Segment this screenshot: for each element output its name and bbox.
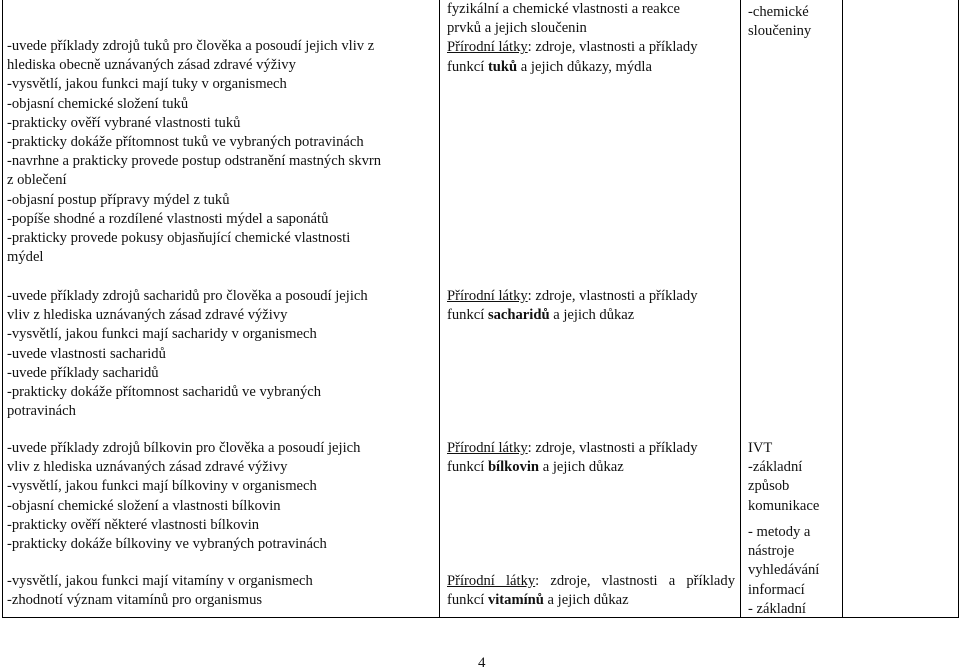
text-fragment: funkcí <box>447 58 488 75</box>
text-line: -prakticky ověří některé vlastnosti bílkovin <box>7 516 260 533</box>
text-line: - metody a <box>748 524 811 540</box>
text-line: z oblečení <box>7 172 67 189</box>
content-fats <box>447 0 735 77</box>
table-border-left <box>2 0 3 618</box>
text-line <box>447 58 735 77</box>
text-line: potravinách <box>7 403 76 420</box>
topic-label: Přírodní látky <box>447 39 528 56</box>
text-line: -prakticky provede pokusy objasňující chemické vlastnosti <box>7 230 351 247</box>
table-divider-1 <box>439 0 440 618</box>
text-line: -objasní chemické složení tuků <box>7 95 189 112</box>
text-fragment: funkcí <box>447 592 488 609</box>
text-line: vyhledávání <box>748 562 820 579</box>
text-fragment: : zdroje, vlastnosti a příklady <box>527 288 698 304</box>
text-line: -uvede vlastnosti sacharidů <box>7 345 166 362</box>
text-line: prvků a jejich sloučenin <box>447 20 587 37</box>
text-line <box>447 38 735 57</box>
text-line: -navrhne a prakticky provede postup odstranění mastných skvrn <box>7 153 382 170</box>
text-line <box>447 591 735 610</box>
text-line: IVT <box>748 440 773 456</box>
text-fragment: funkcí <box>447 307 488 324</box>
text-line: informací <box>748 581 805 598</box>
keyword-vitamins: vitamínů <box>487 592 544 609</box>
table-divider-2 <box>740 0 741 618</box>
text-line: -prakticky ověří vybrané vlastnosti tuků <box>7 114 241 131</box>
cross-chem-compounds <box>748 3 840 41</box>
outcomes-fats <box>7 37 435 267</box>
text-line <box>447 439 735 458</box>
text-line: mýdel <box>7 249 44 266</box>
text-line: -uvede příklady zdrojů sacharidů pro člověka a posoudí jejich <box>7 288 368 304</box>
topic-label: Přírodní látky <box>447 288 528 304</box>
text-line: -vysvětlí, jakou funkci mají bílkoviny v organismech <box>7 478 317 495</box>
table-border-right <box>958 0 959 618</box>
text-line: -prakticky dokáže přítomnost sacharidů ve vybraných <box>7 384 322 401</box>
page-number: 4 <box>478 655 486 671</box>
outcomes-vitamins <box>7 572 435 610</box>
content-vitamins <box>447 572 735 610</box>
outcomes-saccharides <box>7 287 435 421</box>
text-line: -objasní chemické složení a vlastnosti bílkovin <box>7 497 281 514</box>
text-line: hlediska obecně uznávaných zásad zdravé výživy <box>7 57 296 74</box>
text-line: - základní <box>748 600 806 617</box>
text-fragment: a jejich důkaz <box>543 592 629 609</box>
text-line: -popíše shodné a rozdílené vlastnosti mýdel a saponátů <box>7 210 329 227</box>
text-line: -vysvětlí, jakou funkci mají tuky v organismech <box>7 76 287 93</box>
text-line: -prakticky dokáže přítomnost tuků ve vybraných potravinách <box>7 134 364 151</box>
text-line: -prakticky dokáže bílkoviny ve vybraných potravinách <box>7 536 327 553</box>
keyword-proteins: bílkovin <box>487 459 540 476</box>
table-divider-3 <box>842 0 843 618</box>
text-line: vliv z hlediska uznávaných zásad zdravé výživy <box>7 307 288 324</box>
text-line: -uvede příklady zdrojů tuků pro člověka a posoudí jejich vliv z <box>7 38 375 54</box>
text-line: sloučeniny <box>748 23 812 40</box>
text-fragment: : zdroje, vlastnosti a příklady <box>535 573 735 589</box>
text-line <box>447 458 735 477</box>
text-fragment: funkcí <box>447 459 488 476</box>
text-line: nástroje <box>748 543 795 560</box>
text-line: způsob <box>748 478 790 495</box>
content-proteins <box>447 439 735 477</box>
cross-info-tools <box>748 523 840 619</box>
topic-label: Přírodní látky <box>447 573 536 589</box>
text-line: -vysvětlí, jakou funkci mají vitamíny v organismech <box>7 573 313 589</box>
text-line <box>447 287 735 306</box>
keyword-saccharides: sacharidů <box>487 307 550 324</box>
text-fragment: a jejich důkaz <box>539 459 624 476</box>
content-saccharides <box>447 287 735 325</box>
text-line: -vysvětlí, jakou funkci mají sacharidy v organismech <box>7 326 317 343</box>
text-line: -objasní postup přípravy mýdel z tuků <box>7 191 230 208</box>
text-line: -uvede příklady sacharidů <box>7 364 159 381</box>
text-fragment: : zdroje, vlastnosti a příklady <box>527 440 698 456</box>
text-line: komunikace <box>748 497 820 514</box>
text-line: -uvede příklady zdrojů bílkovin pro člověka a posoudí jejich <box>7 440 361 456</box>
text-line: vliv z hlediska uznávaných zásad zdravé výživy <box>7 459 288 476</box>
text-line: fyzikální a chemické vlastnosti a reakce <box>447 1 680 17</box>
text-fragment: : zdroje, vlastnosti a příklady <box>527 39 698 56</box>
text-line <box>447 572 735 591</box>
text-line: -základní <box>748 459 803 476</box>
outcomes-proteins <box>7 439 435 554</box>
text-line: -zhodnotí význam vitamínů pro organismus <box>7 592 263 609</box>
keyword-fats: tuků <box>487 58 518 75</box>
text-fragment: a jejich důkaz <box>549 307 635 324</box>
topic-label: Přírodní látky <box>447 440 528 456</box>
text-fragment: a jejich důkazy, mýdla <box>517 58 652 75</box>
text-line <box>447 306 735 325</box>
cross-ivt <box>748 439 840 516</box>
text-line: -chemické <box>748 4 809 20</box>
